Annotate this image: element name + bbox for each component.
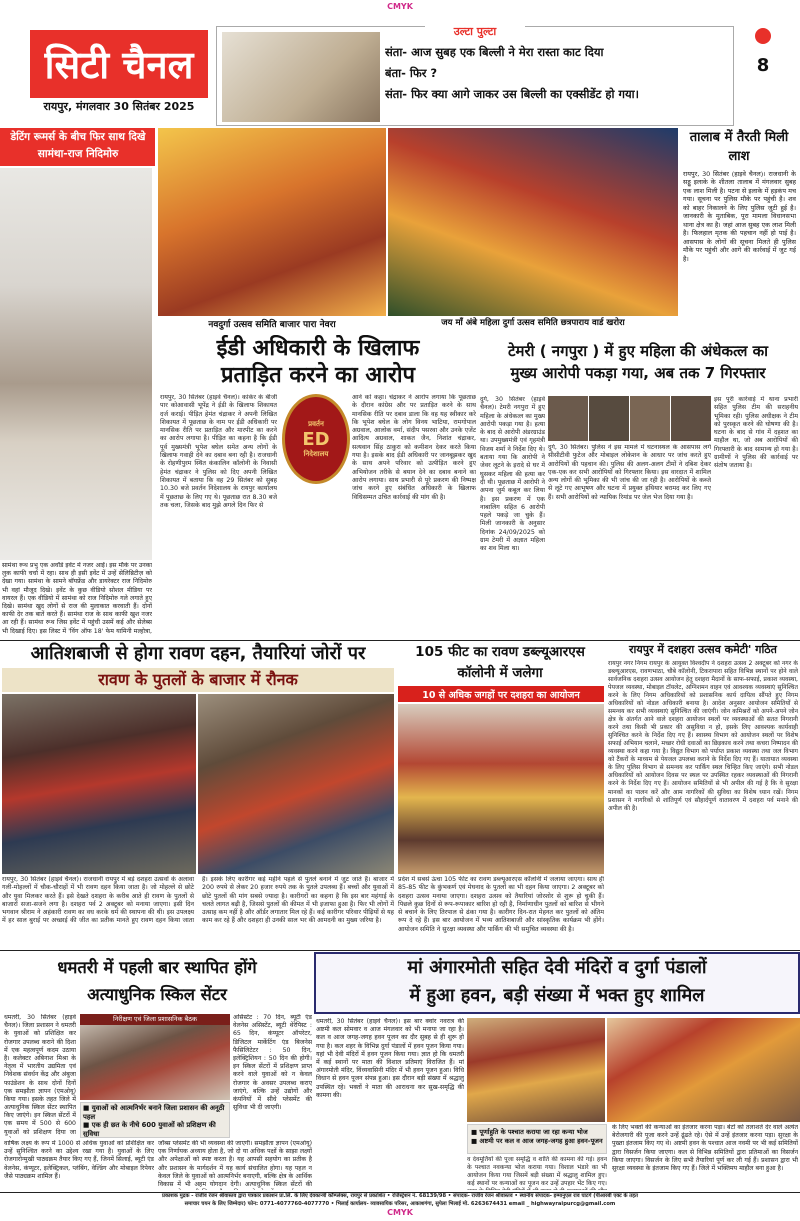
ed-headline [160,335,476,391]
temri-headline-1: टेमरी ( नगपुरा ) में हुए महिला की अंधेकत्ल का [507,342,769,360]
angarmoti-headline-1: मां अंगारमोती सहित देवी मंदिरों व दुर्गा पंडालों [407,957,707,978]
navdurga-photo-1 [158,128,386,316]
ed-headline-1: ईडी अधिकारी के खिलाफ [216,336,420,361]
joke-line-3: संता- फिर क्या आगे जाकर उस बिल्ली का एक्सीडेंट हो गया। [385,87,639,101]
navdurga-photo-2 [388,128,678,316]
footer-line-1: प्रकाशक मुद्रक - राजीव रंजन श्रीवास्तव द्वारा पत्रकार प्रकाशन प्रा.लि. के लिए देवकान्त्री कॉम्प्लेक्स, रायपुर से प्रकाशित • रजिस्ट्रेशन नं. 68139/98 • संपादक- राजीव रंजन श्रीवास्तव • स्थानीय संपादक- इम्मानुएल राव घाटगे (पीआरबी एक्ट के तहत [162,1193,638,1199]
dhamtari-headline-1: धमतरी में पहली बार स्थापित होंगे [57,958,257,977]
ravan105-headline-2: कॉलोनी में जलेगा [457,665,543,681]
ravan105-body: प्रदेश में सबसे ऊंचा 105 फीट का रावण डब्ल्यूआरएस कॉलोनी में जलाया जाएगा। साथ ही 85-85 फीट के कुंभकर्ण एवं मेघनाद के पुतलों का भी दहन किया जाएगा। 2 अक्टूबर को दशहरा उत्सव मनाया जाएगा। दशहरा उत्सव को तैयारियां जोरशोर से शुरू हो चुकी हैं। पिछले कुछ दिनों से रूप-रूपाकार बारिश हो रही है, निर्माणाधीन पुतलों को बारिश से भीगने से बचाने के लिए तिरपाल से ढंका गया है। कारीगर दिन-रात मेहनत कर पुतलों को अंतिम रूप दे रहे हैं। इस बार आयोजन में भव्य आतिशबाजी और सांस्कृतिक कार्यक्रम भी होंगे। आयोजन समिति ने सुरक्षा व्यवस्था और पार्किंग की भी समुचित व्यवस्था की है। [398,876,604,933]
dhamtari-course-list: असिस्टेंट : 70 दिन, ब्यूटी एंड वेलनेस असिस्टेंट, ब्यूटी थेरेपिस्ट : 65 दिन, कंप्यूटर ऑपरेटर, डिजिटल मार्केटिंग एंड बिजनेस फैसिलिटेटर : 50 दिन, इलेक्ट्रिशियन : 50 दिन की होगी। इन स्किल सेंटरों में प्रशिक्षण प्राप्त करने वाले युवाओं को न केवल रोजगार के अवसर उपलब्ध कराए जाएंगे, बल्कि उन्हें उद्योगों और कंपनियों में सीधे प्लेसमेंट की सुविधा भी दी जाएगी। [233,1014,312,1112]
ravan105-headline [396,642,604,684]
footer-line-2: समाचार चयन के लिए जिम्मेदार) फोन: 0771-4077760-4077770 • भिलाई कार्यालय- व्यावसायिक परिसर, आकाशगंगा, सुपेला भिलाई मो. 6263674431 email _ highwayraipurcg@gmail.com [184,1200,616,1207]
footer-text [4,1193,796,1209]
temri-headline [478,340,798,394]
angarmoti-photo-2 [607,1018,800,1122]
temri-accused-photo-3 [630,396,670,441]
dussehra-committee-headline: रायपुर में दशहरा उत्सव कमेटी' गठित [629,643,777,656]
temri-accused-photo-4 [671,396,711,441]
dussehra-committee-body: रायपुर नगर निगम रायपुर के आयुक्त विश्वदीप ने दशहरा उत्सव 2 अक्टूबर को नगर के डब्ल्यूआरएस, रावणभाठा, चौबे कॉलोनी, टिकरापारा सहित विभिन्न स्थानों पर होने वाले सार्वजनिक दशहरा उत्सव आयोजन हेतु दशहरा मैदानों के साफ-सफाई, प्रकाश व्यवस्था, पेयजल व्यवस्था, मोबाइल टॉयलेट, अग्निशमन वाहन एवं आवश्यक व्यवस्थाएं सुनिश्चित करने के लिए निगम अधिकारियों को प्रशासनिक कार्य दायित्व सौंपते हुए निगम अधिकारियों को नोडल अधिकारी बनाया है। आदेश अनुसार आयोजन समितियों से समन्वय कर सभी व्यवस्थाएं सुनिश्चित की जाएंगी। जोन कमिश्नरों को अपने-अपने जोन क्षेत्र के अंतर्गत आने वाले दशहरा आयोजन स्थलों पर व्यवस्थाओं की सतत निगरानी करने तथा किसी भी प्रकार की असुविधा न हो, इसके लिए आवश्यक कार्यवाही सुनिश्चित करने के निर्देश दिए गए हैं। स्वास्थ्य विभाग को आयोजन स्थलों पर विशेष सफाई अभियान चलाने, मच्छर रोधी दवाओं का छिड़काव करने तथा कचरा निष्पादन की व्यवस्था करने कहा गया है। विद्युत विभाग को पर्याप्त प्रकाश व्यवस्था तथा जल विभाग को टैंकरों के माध्यम से पेयजल उपलब्ध कराने के निर्देश दिए गए हैं। यातायात व्यवस्था के लिए पुलिस विभाग से समन्वय कर पार्किंग स्थल चिन्हित किए जाएंगे। सभी नोडल अधिकारियों को आयोजन दिवस पर स्थल पर उपस्थित रहकर व्यवस्थाओं की निगरानी करने के निर्देश दिए गए हैं। आयोजन समितियों से भी अपील की गई है कि वे सुरक्षा मानकों का पालन करें और आम नागरिकों की सुविधा का विशेष ध्यान रखें। निगम प्रशासन ने नागरिकों से शांतिपूर्ण एवं सौहार्दपूर्ण वातावरण में दशहरा पर्व मनाने की अपील की है। [608,660,798,812]
temri-accused-photo-2 [589,396,629,441]
cmyk-top: CMYK [387,2,413,11]
samantha-body: सामंथा रूथ प्रभु एक अवॉर्ड इवेंट में नजर आईं। इस मौके पर उनका लुक काफी चर्चा में रहा। साथ ही इसी इवेंट में उन्हें सेलिब्रिटीज़ को देखा गया। सामंथा के सामने बॉयफ्रेंड और डायरेक्टर राज निदिमोरु भी वहां मौजूद दिखे। इवेंट के कुछ वीडियो सोशल मीडिया पर वायरल हैं। एक वीडियो में सामंथा को राज निदिमोरु गले लगाते हुए दिखे। सामंथा खुद लोगों से राज की मुलाकात करवाती हैं। दोनों काफी देर तक बातें करते हैं। सामंथा राज के साथ काफी खुश नजर आ रही हैं। सामंथा रूथ जिस इवेंट में पहुंची उसमें कई और सेलेब्स भी दिखाई दिए। इस लिस्ट में 'विंग ऑफ 18' फेम यामिनी मल्होत्रा, [2,562,152,634]
ed-logo-line-1: प्रवर्तन [308,419,324,428]
ravan105-headline-1: 105 फीट का रावण डब्ल्यूआरएस [415,644,585,660]
angarmoti-bullets [467,1124,607,1154]
dhamtari-photo [80,1014,230,1100]
dhamtari-headline [2,954,312,1012]
section-divider-1 [0,640,800,641]
dhamtari-photo-label: निरीक्षण एवं जिला प्रशासनिक बैठक [80,1014,230,1025]
dhamtari-bullets [80,1102,230,1138]
navdurga-caption-1: नवदुर्गा उत्सव समिति बाजार पारा नेवरा [208,320,336,330]
angarmoti-photo-1 [467,1018,605,1122]
ravan-market-subhead: रावण के पुतलों के बाजार में रौनक [98,670,298,689]
ed-body-2: आने को कहा। चंद्राकर ने आरोप लगाया कि पूछताछ के दौरान कांग्रेस और पर प्रताड़ित करने के साथ मानसिक रीति पर दबाव डाला कि वह यह स्वीकार करे कि भूपेश बघेल के लोग विनय भाटिया, रामगोपाल अग्रवाल, आलोक वर्मा, संदीप पसरवा और उनके एजेंट आदित्य अग्रवाल, शाकत जैन, निशांत चंद्राकर, सत्यवान सिंह ठाकुरा को कमीशन देकर करते किया गया है। इसके बाद ईडी अधिकारी पर जानबूझकर खुद के साथ अपने परिवार को उत्पीड़ित करने हुए अभियोजन तरीके से बयान देने का दबाव बनाने का आरोप लगाया। साथ प्रभारी से पूरे प्रकरण की निष्पक्ष जांच करने हुए संबंधित अधिकारी के खिलाफ विधिसम्मत उचित कार्रवाई की मांग की है। [352,394,476,501]
angarmoti-bullet-2: ■ अष्टमी पर कल व आज जगह-जगह हुआ हवन-पूजन [471,1137,603,1145]
dhamtari-body-1: धमतरी, 30 सितंबर (हाइवे चैनल)। जिला प्रशासन ने धमतरी के युवाओं को प्रशिक्षित कर रोजगार उपलब्ध कराने की दिशा में एक महत्वपूर्ण कदम उठाया है। कलेक्टर अबिनाश मिश्रा के नेतृत्व में भारतीय उद्यमिता एवं निवेशक संवर्धन केंद्र और अंबुजा फाउंडेशन के साथ दोनों दिनों एक समझौता ज्ञापन (एमओयू) किया गया। इसके तहत जिले में अत्याधुनिक स्किल सेंटर स्थापित किए जाएंगे। इन स्किल सेंटरों में एक समय में 500 से 600 युवाओं को प्रशिक्षण दिया जा [4,1014,76,1136]
talab-body: रायपुर, 30 सितंबर (हाइवे चैनल)। राजधानी के सड्डू इलाके के शीतला तालाब में मंगलवार सुबह एक लाश मिली है। पटना से इलाके में हड़कंप मच गया। सूचना पर पुलिस मौके पर पहुंची है। शव को बाहर निकालने के लिए पुलिस जुटी हुई है। जानकारी के मुताबिक, पूरा मामला विधानसभा थाना क्षेत्र का है। जहां आज सुबह एक लाश मिली है। फिलहाल मृतक की पहचान नहीं हो पाई है। आसपास के लोगों की सूचना मिलते ही पुलिस मौके पर पहुंची और आगे की कार्रवाई में जुट गई है। [683,170,796,263]
ed-logo-line-3: निदेशालय [303,449,329,458]
joke-cat-photo [222,32,380,122]
ravan-market-headline: आतिशबाजी से होगा रावण दहन, तैयारियां जोरों पर [30,643,366,664]
dhamtari-body-2: वार्षिक लक्ष्य के रूप में 1000 से अधिक युवाओं को प्रशिक्षित कर उन्हें सुनिश्चित करने का उद्देश्य रखा गया है। युवाओं के लिए रोजगारोन्मुखी पाठ्यक्रम तैयार किए गए हैं, जिनमें सिलाई, ब्यूटी एंड वेलनेस, कंप्यूटर, इलेक्ट्रिकल, प्लंबिंग, वेल्डिंग और मोबाइल रिपेयर जैसे पाठ्यक्रम शामिल हैं। [4,1140,154,1180]
angarmoti-body-2: व देवमूर्तियों की पूजा समृद्धि व शांति की कामना की गई। हवन के पश्चात नवकन्या भोज कराया गया। विशाल भंडारे का भी आयोजन किया गया जिसमें बड़ी संख्या में श्रद्धालु शामिल हुए। कई स्थानों पर कन्याओं का पूजन कर उन्हें उपहार भेंट किए गए। [467,1156,607,1188]
cmyk-bottom: CMYK [387,1208,413,1217]
talab-headline: तालाब में तैरती मिली लाश [689,130,789,164]
ed-logo-line-2: ED [302,428,330,450]
temri-headline-2: मुख्य आरोपी पकड़ा गया, अब तक 7 गिरफ्तार [510,364,766,382]
ravan-market-photo-1 [2,694,196,874]
samantha-headline: डेटिंग रूमर्स के बीच फिर साथ दिखे सामंथा-राज निदिमोरु [10,131,146,160]
angarmoti-headline-2: में हुआ हवन, बड़ी संख्या में भक्त हुए शामिल [409,985,705,1006]
emblem-icon [755,28,771,44]
masthead-title: सिटी चैनल [44,43,194,87]
joke-text [385,42,730,126]
temri-accused-photo-1 [548,396,588,441]
ed-headline-2: प्रताड़ित करने का आरोप [220,363,416,388]
ravan105-banner: 10 से अधिक जगहों पर दशहरा का आयोजन [398,686,604,702]
joke-line-1: संता- आज सुबह एक बिल्ली ने मेरा रास्ता काट दिया [385,45,604,59]
angarmoti-body-1: धमतरी, 30 सितंबर (हाइवे चैनल)। इस बार क्वांर नवरात्र की अष्टमी कल सोमवार व आज मंगलवार को भी मनाया जा रहा है। कल व आज जगह-जगह हवन पूजन का दौर सुबह से ही शुरू हो गया है। कल शहर के विभिन्न दुर्गा पंडालों में हवन पूजन किया गया। यहां भी देवी मंदिरों में हवन पूजन किया गया। ज्ञात हो कि धमतरी में कई स्थानों पर माता की विशाल प्रतिमाएं विराजित हैं। मां अंगारमोती मंदिर, विंध्यवासिनी मंदिर में भी हवन पूजन हुआ। विधि विधान से हवन पूजन संपन्न हुआ। इस दौरान बड़ी संख्या में श्रद्धालु उपस्थित रहे। भक्तों ने माता की आराधना कर सुख-समृद्धि की कामना की। [316,1018,464,1099]
ravan105-photo [398,704,604,874]
navdurga-caption-2: जय माँ अंबे महिला दुर्गा उत्सव समिति छत्रपाराय वार्ड खरोरा [441,318,625,328]
page-number: 8 [756,55,770,76]
angarmoti-bullet-1: ■ पूर्णाहुति के पश्चात कराया जा रहा कन्या भोज [471,1128,588,1136]
masthead-date: रायपुर, मंगलवार 30 सितंबर 2025 [43,100,195,113]
ravan-market-body: रायपुर, 30 सितंबर (हाइवे चैनल)। राजधानी रायपुर में बड़े दशहरा उत्सवों के अलावा गली-मोहल्लों में चौक-चौराहों में भी रावण दहन किया जाता है। जो मोहल्ले से छोटे और युवा मिलकर करते हैं। इसे देखते दशहरा के करीब आते ही रावण के पुतलों से बाजारों सजा-सजने लगा है। दशहरा पर्व 2 अक्टूबर को मनाया जाएगा। इसी दिन भगवान श्रीराम ने अहंकारी रावण का वध करके धर्म की स्थापना की थी। इस उपलक्ष्य में हर साल बुराई पर अच्छाई की जीत का प्रतीक मानते हुए रावण दहन किया जाता है। इसके लिए कारीगर कई महीने पहले से पुतले बनाने में जुट जाते हैं। बाजार में 200 रुपये से लेकर 20 हजार रुपये तक के पुतले उपलब्ध हैं। बच्चों और युवाओं में छोटे पुतलों की मांग सबसे ज्यादा है। कारीगरों का कहना है कि इस बार महंगाई के चलते लागत बढ़ी है, जिससे पुतलों की कीमत में भी इजाफा हुआ है। फिर भी लोगों में उत्साह कम नहीं है और ऑर्डर लगातार मिल रहे हैं। कई कारीगर परिवार पीढ़ियों से यह काम कर रहे हैं और दशहरा ही उनकी साल भर की आमदनी का मुख्य जरिया है। [2,876,394,925]
ravan-market-photo-2 [198,694,394,874]
samantha-photo [0,168,152,560]
joke-line-2: बंता- फिर ? [385,66,438,80]
joke-label: उल्टा पुल्टा [425,24,525,38]
dhamtari-bullet-1: ■ युवाओं को आत्मनिर्भर बनाने जिला प्रशासन की अनूठी पहल [83,1104,225,1121]
temri-body-1: दुर्ग, 30 सितंबर (हाइवे चैनल)। टेमरी नगपुरा में हुए महिला के अंधेकत्ल का मुख्य आरोपी पकड़ा गया है। हत्या के बाद से आरोपी अंडरग्राउंड था। उपमुख्यमंत्री एवं गृहमंत्री विजय शर्मा ने निर्देश दिए थे। बताया गया कि आरोपी ने जेवर लूटने के इरादे से घर में घुसकर महिला की हत्या कर दी थी। पूछताछ में आरोपी ने अपना जुर्म कबूल कर लिया है। इस प्रकरण में एक नाबालिग सहित 6 आरोपी पहले पकड़े जा चुके हैं। मिली जानकारी के अनुसार दिनांक 24/09/2025 को ग्राम टेमरी में अज्ञात महिला का शव मिला था। [480,396,545,553]
section-divider-2 [0,950,800,951]
ed-logo-icon [282,394,350,484]
temri-body-2: दुर्ग, 30 सितंबर। पुलिस ने इस मामले में घटनास्थल के आसपास लगे सीसीटीवी फुटेज और मोबाइल लोकेशन के आधार पर जांच करते हुए आरोपियों की पहचान की। पुलिस की अलग-अलग टीमों ने दबिश देकर एक-एक कर सभी आरोपियों को गिरफ्तार किया। इस वारदात में शामिल अन्य लोगों की भूमिका की भी जांच की जा रही है। आरोपियों के कब्जे से लूटे गए आभूषण और घटना में प्रयुक्त हथियार बरामद कर लिए गए हैं। सभी आरोपियों को न्यायिक रिमांड पर जेल भेज दिया गया है। [548,444,711,501]
angarmoti-headline [318,954,796,1012]
temri-body-3: इस पूरी कार्रवाई में थाना प्रभारी सहित पुलिस टीम की सराहनीय भूमिका रही। पुलिस अधीक्षक ने टीम को पुरस्कृत करने की घोषणा की है। घटना के बाद से गांव में दहशत का माहौल था, जो अब आरोपियों की गिरफ्तारी के बाद सामान्य हो गया है। ग्रामीणों ने पुलिस की कार्रवाई पर संतोष जताया है। [714,396,798,470]
dhamtari-headline-2: अत्याधुनिक स्किल सेंटर [87,985,227,1004]
dhamtari-body-3: जॉब्स प्लेसमेंट की भी व्यवस्था की जाएगी। समझौता ज्ञापन (एमओयू) एक निर्णायक अध्याय होता है, जो दो या अधिक पक्षों के साझा लक्ष्यों और अपेक्षाओं को स्पष्ट करता है। यह आपसी सहयोग का प्रतीक है और प्रशासन के मार्गदर्शन में यह कार्य संचालित होगा। यह पहल न केवल जिले के युवाओं को आत्मनिर्भर बनाएगी, बल्कि क्षेत्र के आर्थिक विकास में भी अहम योगदान देगी। अत्याधुनिक स्किल सेंटरों की [158,1140,312,1188]
angarmoti-body-3: के लिए भक्तों की कन्याओं का इंतजार करना पड़ा। बेटों को तलाशते देर वाले अत्यंत बेरोजगारी की पूजा करने उन्हें ढूंढते रहे। ऐसे में उन्हें इंतजार करना पड़ा। सुरक्षा के पुख्ता इंतजाम किए गए थे। अष्टमी हवन के पश्चात आज नवमी पर भी कई समितियों द्वारा विसर्जन किया जाएगा। कल से विभिन्न समितियों द्वारा प्रतिमाओं का विसर्जन किया जाएगा। विसर्जन के लिए सभी तैयारियां पूर्ण कर ली गई हैं। प्रशासन द्वारा भी सुरक्षा व्यवस्था के इंतजाम किए गए हैं। जिले में भक्तिमय माहौल बना हुआ है। [612,1124,798,1172]
dhamtari-bullet-2: ■ एक ही छत के नीचे 600 युवाओं को प्रशिक्षण की सुविधा [83,1121,216,1138]
ed-body-1: रायपुर, 30 सितंबर (हाइवे चैनल)। कांकेर के बीजी पार कोआवासी भूपेंद्र ने ईडी के खिलाफ शिकायत दर्ज कराई। पीड़ित हेमंत चंद्राकर ने अपनी लिखित शिकायत में पूछताछ के नाम पर ईडी अधिकारी पर मानसिक रीति पर प्रताड़ित और मारपीट का करने का आरोप लगाया है। पीड़ित का कहना है कि ईडी पूर्व मुख्यमंत्री भूपेश बघेल समेत अन्य लोगों के खिलाफ गवाही देने का दबाव बना रही है। राजधानी के रोहणीपुरम स्थित कंकालिन कॉलोनी के निवासी हेमंत चंद्राकर ने पुलिस को दिए अपनी लिखित शिकायत में बताया कि वह 29 सितंबर को सुबह 10.30 बजे प्रवर्तन निदेशालय के रायपुर कार्यालय में पूछताछ के लिए गए थे। पूछताछ रात 8.30 बजे तक चला, जिसके बाद मुझे अगले दिन फिर से [160,394,277,509]
